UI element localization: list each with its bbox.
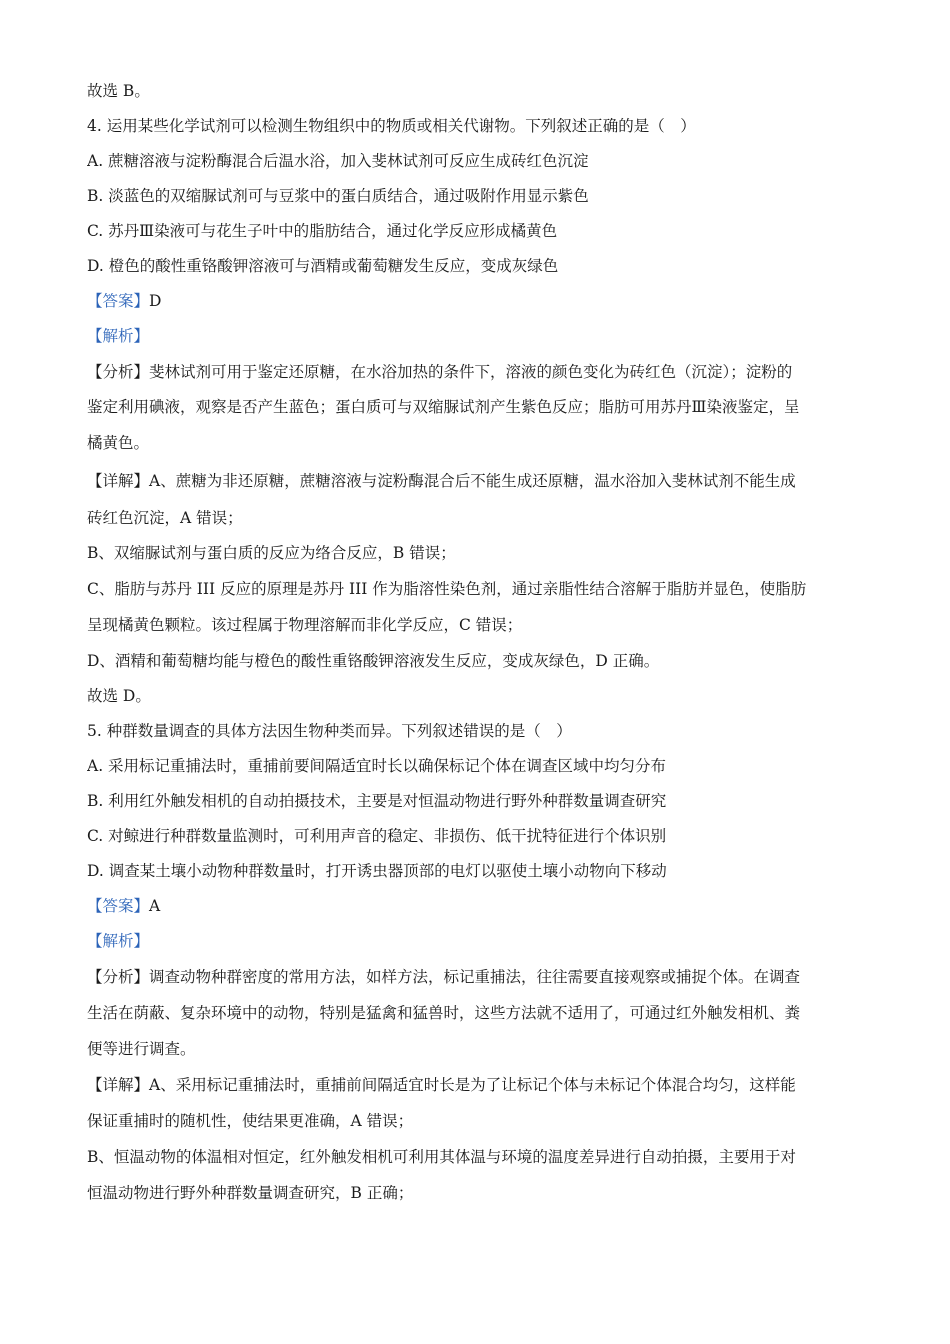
question-4-detail-line: C、脂肪与苏丹 III 反应的原理是苏丹 III 作为脂溶性染色剂，通过亲脂性结合溶解于脂肪并显色，使脂肪	[87, 580, 807, 598]
question-4-option-c: C. 苏丹Ⅲ染液可与花生子叶中的脂肪结合，通过化学反应形成橘黄色	[87, 222, 558, 240]
answer-tag: 【答案】	[87, 897, 150, 915]
question-4-option-a: A. 蔗糖溶液与淀粉酶混合后温水浴，加入斐林试剂可反应生成砖红色沉淀	[87, 152, 589, 170]
question-4-detail-line: 砖红色沉淀，A 错误；	[87, 509, 243, 527]
question-4-option-d: D. 橙色的酸性重铬酸钾溶液可与酒精或葡萄糖发生反应，变成灰绿色	[87, 257, 559, 275]
question-5-detail-line: 保证重捕时的随机性，使结果更准确，A 错误；	[87, 1112, 414, 1130]
question-4-option-b: B. 淡蓝色的双缩脲试剂可与豆浆中的蛋白质结合，通过吸附作用显示紫色	[87, 187, 589, 205]
question-4-fenxi-line: 橘黄色。	[87, 434, 150, 452]
question-5-option-b: B. 利用红外触发相机的自动拍摄技术，主要是对恒温动物进行野外种群数量调查研究	[87, 792, 667, 810]
question-5-detail-line: B、恒温动物的体温相对恒定，红外触发相机可利用其体温与环境的温度差异进行自动拍摄，主要用于对	[87, 1148, 796, 1166]
fenxi-tag: 【分析】	[87, 363, 150, 381]
question-4-fenxi-line	[87, 361, 867, 383]
question-5-analysis-heading	[87, 930, 867, 952]
answer-value: A	[149, 897, 161, 915]
text-line: 故选 B。	[87, 82, 150, 100]
fenxi-text: 调查动物种群密度的常用方法，如样方法，标记重捕法，往往需要直接观察或捕捉个体。在调查	[149, 968, 801, 986]
question-4-fenxi-line: 鉴定利用碘液，观察是否产生蓝色；蛋白质可与双缩脲试剂产生紫色反应；脂肪可用苏丹Ⅲ染液鉴定，呈	[87, 398, 800, 416]
question-5-detail-line: 恒温动物进行野外种群数量调查研究，B 正确；	[87, 1184, 414, 1202]
detail-text: A、采用标记重捕法时，重捕前间隔适宜时长是为了让标记个体与未标记个体混合均匀，这样能	[149, 1076, 796, 1094]
question-4-answer	[87, 290, 867, 312]
detail-tag: 【详解】	[87, 472, 150, 490]
question-4-conclusion: 故选 D。	[87, 687, 151, 705]
question-4-detail-line: 呈现橘黄色颗粒。该过程属于物理溶解而非化学反应，C 错误；	[87, 616, 523, 634]
question-4-stem: 4. 运用某些化学试剂可以检测生物组织中的物质或相关代谢物。下列叙述正确的是（ ）	[87, 117, 696, 135]
question-5-fenxi-line: 便等进行调查。	[87, 1040, 196, 1058]
detail-tag: 【详解】	[87, 1076, 150, 1094]
analysis-tag: 【解析】	[87, 327, 150, 345]
answer-tag: 【答案】	[87, 292, 150, 310]
question-5-option-a: A. 采用标记重捕法时，重捕前要间隔适宜时长以确保标记个体在调查区域中均匀分布	[87, 757, 667, 775]
answer-value: D	[149, 292, 162, 310]
question-5-answer	[87, 895, 867, 917]
question-5-option-d: D. 调查某土壤小动物种群数量时，打开诱虫器顶部的电灯以驱使土壤小动物向下移动	[87, 862, 667, 880]
question-5-fenxi-line: 生活在荫蔽、复杂环境中的动物，特别是猛禽和猛兽时，这些方法就不适用了，可通过红外触发相机、粪	[87, 1004, 801, 1022]
detail-text: A、蔗糖为非还原糖，蔗糖溶液与淀粉酶混合后不能生成还原糖，温水浴加入斐林试剂不能生成	[149, 472, 796, 490]
fenxi-text: 斐林试剂可用于鉴定还原糖，在水浴加热的条件下，溶液的颜色变化为砖红色（沉淀）；淀粉的	[149, 363, 793, 381]
question-5-detail-line	[87, 1074, 867, 1096]
fenxi-tag: 【分析】	[87, 968, 150, 986]
question-5-option-c: C. 对鲸进行种群数量监测时，可利用声音的稳定、非损伤、低干扰特征进行个体识别	[87, 827, 667, 845]
question-4-detail-line: B、双缩脲试剂与蛋白质的反应为络合反应，B 错误；	[87, 544, 456, 562]
question-5-stem: 5. 种群数量调查的具体方法因生物种类而异。下列叙述错误的是（ ）	[87, 722, 572, 740]
analysis-tag: 【解析】	[87, 932, 150, 950]
question-4-analysis-heading	[87, 325, 867, 347]
question-4-detail-line	[87, 470, 867, 492]
question-4-detail-line: D、酒精和葡萄糖均能与橙色的酸性重铬酸钾溶液发生反应，变成灰绿色，D 正确。	[87, 652, 660, 670]
question-5-fenxi-line	[87, 966, 867, 988]
